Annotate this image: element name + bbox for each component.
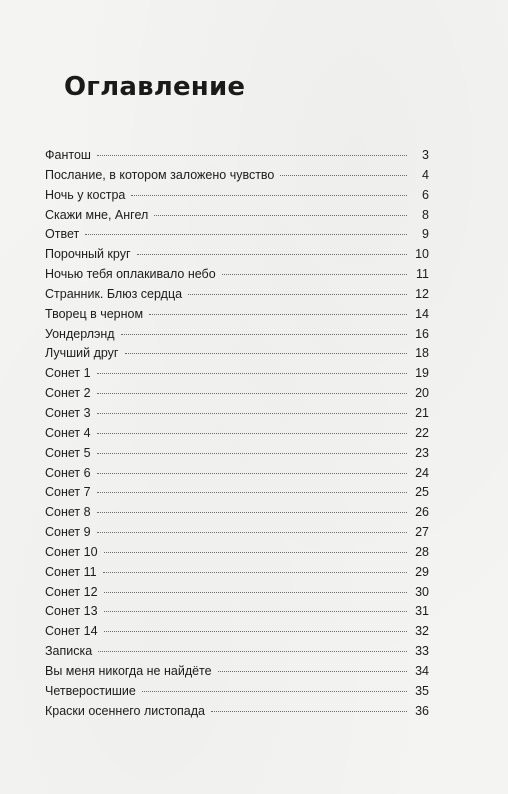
dot-leader (211, 711, 407, 712)
toc-entry-title: Сонет 5 (45, 445, 91, 460)
dot-leader (280, 175, 407, 176)
toc-entry-page-number: 31 (415, 604, 429, 619)
toc-entry-page-number: 18 (415, 346, 429, 361)
dot-leader (154, 215, 407, 216)
toc-entry-title: Уондерлэнд (45, 326, 115, 341)
toc-entry (45, 602, 429, 622)
toc-entry-title: Сонет 9 (45, 525, 91, 540)
toc-entry (45, 166, 429, 186)
dot-leader (131, 195, 407, 196)
dot-leader (97, 453, 407, 454)
toc-entry (45, 384, 429, 404)
toc-entry (45, 305, 429, 325)
toc-entry-page-number: 22 (415, 425, 429, 440)
toc-entry-title: Сонет 13 (45, 604, 98, 619)
toc-entry (45, 206, 429, 226)
toc-entry (45, 404, 429, 424)
toc-entry (45, 424, 429, 444)
toc-entry-title: Странник. Блюз сердца (45, 286, 183, 301)
toc-entry (45, 245, 429, 265)
toc-entry-title: Ночь у костра (45, 187, 126, 202)
dot-leader (142, 691, 407, 692)
toc-entry-title: Сонет 1 (45, 366, 91, 381)
dot-leader (97, 512, 407, 513)
toc-entry (45, 662, 429, 682)
dot-leader (104, 631, 407, 632)
dot-leader (103, 572, 407, 573)
toc-entry-page-number: 14 (415, 306, 429, 321)
toc-entry (45, 225, 429, 245)
toc-entry-title: Записка (45, 644, 93, 659)
toc-entry-page-number: 28 (415, 544, 429, 559)
toc-entry-page-number: 19 (415, 366, 429, 381)
dot-leader (222, 274, 407, 275)
toc-entry-page-number: 35 (415, 683, 429, 698)
toc-entry-page-number: 11 (416, 267, 429, 282)
dot-leader (97, 473, 407, 474)
toc-entry-page-number: 21 (415, 405, 429, 420)
dot-leader (188, 294, 407, 295)
toc-entry-page-number: 20 (415, 386, 429, 401)
toc-entry-page-number: 33 (415, 644, 429, 659)
toc-entry-page-number: 24 (415, 465, 429, 480)
toc-entry-title: Сонет 12 (45, 584, 98, 599)
toc-entry-page-number: 26 (415, 505, 429, 520)
toc-entry (45, 563, 429, 583)
dot-leader (218, 671, 407, 672)
toc-entry (45, 483, 429, 503)
page-title: Оглавление (64, 72, 246, 102)
toc-entry-title: Вы меня никогда не найдёте (45, 663, 212, 678)
toc-entry-title: Скажи мне, Ангел (45, 207, 149, 222)
dot-leader (97, 413, 407, 414)
toc-entry-page-number: 3 (422, 148, 429, 162)
toc-entry-title: Ответ (45, 227, 80, 242)
toc-entry (45, 285, 429, 305)
toc-entry (45, 523, 429, 543)
dot-leader (137, 254, 407, 255)
toc-entry-title: Сонет 10 (45, 544, 98, 559)
toc-entry-page-number: 23 (415, 445, 429, 460)
toc-entry-page-number: 10 (415, 247, 429, 262)
dot-leader (97, 393, 407, 394)
toc-entry-page-number: 6 (422, 187, 429, 202)
toc-entry-title: Сонет 7 (45, 485, 91, 500)
toc-entry (45, 543, 429, 563)
toc-entry-title: Сонет 14 (45, 624, 98, 639)
toc-entry-page-number: 29 (415, 564, 429, 579)
table-of-contents (45, 146, 429, 721)
toc-entry-title: Сонет 2 (45, 386, 91, 401)
toc-entry (45, 146, 429, 166)
toc-entry-page-number: 16 (415, 326, 429, 341)
toc-entry-page-number: 25 (415, 485, 429, 500)
toc-entry-title: Сонет 11 (45, 564, 97, 579)
toc-entry (45, 265, 429, 285)
toc-entry (45, 444, 429, 464)
toc-entry-page-number: 34 (415, 663, 429, 678)
dot-leader (149, 314, 407, 315)
toc-entry (45, 186, 429, 206)
toc-entry-title: Четверостишие (45, 683, 136, 698)
toc-entry-page-number: 30 (415, 584, 429, 599)
toc-entry-title: Порочный круг (45, 247, 131, 262)
toc-entry-title: Ночью тебя оплакивало небо (45, 267, 216, 282)
toc-entry (45, 503, 429, 523)
toc-entry-title: Сонет 6 (45, 465, 91, 480)
toc-entry (45, 364, 429, 384)
toc-entry-page-number: 4 (422, 167, 429, 182)
toc-entry (45, 325, 429, 345)
dot-leader (97, 492, 407, 493)
dot-leader (97, 155, 407, 156)
toc-entry-page-number: 8 (422, 207, 429, 222)
dot-leader (121, 334, 407, 335)
dot-leader (104, 592, 407, 593)
toc-entry-page-number: 12 (415, 286, 429, 301)
toc-entry (45, 702, 429, 722)
toc-entry-title: Послание, в котором заложено чувство (45, 167, 275, 182)
toc-entry (45, 583, 429, 603)
toc-entry-page-number: 32 (415, 624, 429, 639)
toc-entry-title: Краски осеннего листопада (45, 703, 206, 718)
dot-leader (97, 532, 407, 533)
dot-leader (97, 373, 407, 374)
toc-entry-page-number: 27 (415, 525, 429, 540)
dot-leader (85, 234, 407, 235)
toc-entry-title: Лучший друг (45, 346, 119, 361)
dot-leader (104, 552, 407, 553)
toc-entry-title: Творец в черном (45, 306, 144, 321)
toc-entry (45, 622, 429, 642)
toc-entry-page-number: 36 (415, 703, 429, 718)
toc-entry-title: Сонет 3 (45, 405, 91, 420)
toc-entry (45, 642, 429, 662)
toc-entry (45, 464, 429, 484)
dot-leader (97, 433, 407, 434)
toc-entry-title: Сонет 8 (45, 505, 91, 520)
dot-leader (98, 651, 407, 652)
toc-entry-title: Фантош (45, 148, 91, 162)
toc-entry (45, 344, 429, 364)
toc-entry-title: Сонет 4 (45, 425, 91, 440)
dot-leader (125, 353, 408, 354)
toc-entry-page-number: 9 (422, 227, 429, 242)
toc-entry (45, 682, 429, 702)
dot-leader (104, 611, 407, 612)
